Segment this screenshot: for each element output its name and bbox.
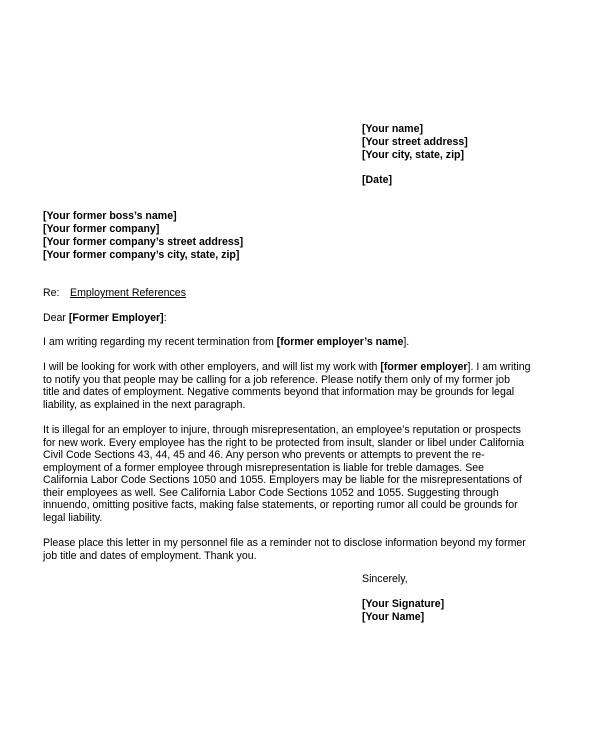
p3-line: Civil Code Sections 43, 44, 45 and 46. Any person who prevents or attempts to prevent the re- [43,449,485,461]
valediction: Sincerely, [362,573,408,585]
sender-city: [Your city, state, zip] [362,149,465,161]
p3-line: It is illegal for an employer to injure, through misrepresentation, an employee’s reputation or prospects [43,424,521,436]
p4-line: Please place this letter in my personnel file as a reminder not to disclose information beyond my former [43,537,526,549]
signature-placeholder: [Your Signature] [362,598,445,610]
paragraph-1 [43,336,409,349]
p2-line-1 [43,361,563,374]
recipient-boss: [Your former boss’s name] [43,210,177,222]
p1-employer: [former employer’s name [276,336,404,348]
re-subject: Employment References [70,287,186,299]
paragraph-4 [43,537,563,562]
p2-line-1-end: ]. I am writing [467,361,531,373]
p3-line: their employees as well. See California Labor Code Sections 1052 and 1055. Suggesting through [43,486,499,499]
signer-name: [Your Name] [362,611,425,623]
salutation [43,312,167,325]
re-label: Re: [43,287,60,299]
p3-line: employment of a former employee through misrepresentation is liable for treble damages. See [43,461,485,474]
p2-line-2: to notify you that people may be calling for a job reference. Please notify them only of my former job [43,373,510,386]
p2-line-4: liability, as explained in the next paragraph. [43,398,246,411]
p2-line-1-text: I will be looking for work with other employers, and will list my work with [43,361,381,373]
recipient-street: [Your former company’s street address] [43,236,244,248]
recipient-city: [Your former company’s city, state, zip] [43,249,240,261]
p4-line: job title and dates of employment. Thank you. [43,549,257,562]
p1-text: I am writing regarding my recent termination from [43,336,277,348]
salutation-suffix: : [163,312,167,324]
recipient-company: [Your former company] [43,223,160,235]
sender-street: [Your street address] [362,136,468,148]
p3-line: for new work. Every employee has the right to be protected from insult, slander or libel under California [43,436,525,449]
p3-line: legal liability. [43,511,103,524]
sender-name: [Your name] [362,123,424,135]
p2-line-1-employer: [former employer [380,361,468,373]
p3-line: California Labor Code Sections 1050 and 1055. Employers may be liable for the misrepresentations of [43,474,522,486]
paragraph-3 [43,424,563,524]
paragraph-2 [43,361,563,411]
salutation-name: [Former Employer] [68,312,164,324]
p1-end: ]. [403,336,410,348]
salutation-prefix: Dear [43,312,69,324]
p3-line: innuendo, omitting positive facts, making false statements, or reporting rumor all could be grounds for [43,499,518,511]
letter-date: [Date] [362,174,393,186]
p2-line-3: title and dates of employment. Negative comments beyond that information may be grounds for legal [43,386,515,398]
